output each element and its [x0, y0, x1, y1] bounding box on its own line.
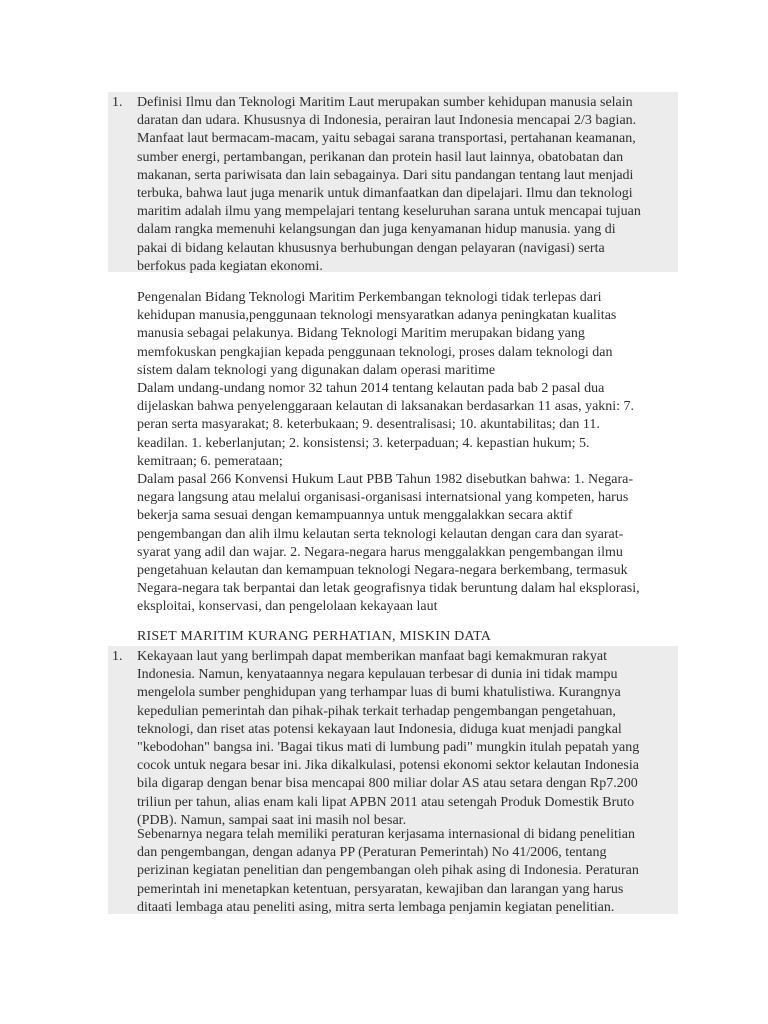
paragraph-maritime-technology: Pengenalan Bidang Teknologi Maritim Perkembangan teknologi tidak terlepas dari kehidupan manusia,penggunaan teknologi mensyaratkan adanya peningkatan kualitas manusia sebagai pelakunya. Bidang Teknologi Maritim merupakan bidang yang memfokuskan pengkajian kepada penggunaan teknologi, proses dalam teknologi dan sistem dalam teknologi yang digunakan dalam operasi maritime Dalam undang-undang nomor 32 tahun 2014 tentang kelautan pada bab 2 pasal dua dijelaskan bahwa penyelenggaraan kelautan di laksanakan berdasarkan 11 asas, yakni: 7. peran serta masyarakat; 8. keterbukaan; 9. desentralisasi; 10. akuntabilitas; dan 11. keadilan. 1. keberlanjutan; 2. konsistensi; 3. keterpaduan; 4. kepastian hukum; 5. kemitraan; 6. pemerataan; Dalam pasal 266 Konvensi Hukum Laut PBB Tahun 1982 disebutkan bahwa: 1. Negara- negara langsung atau melalui organisasi-organisasi internatsional yang kompeten, harus bekerja sama sesuai dengan kemampuannya untuk menggalakkan secara aktif pengembangan dan alih ilmu kelautan serta teknologi kelautan dengan cara dan syarat- syarat yang adil dan wajar. 2. Negara-negara harus menggalakkan pengembangan ilmu pengetahuan kelautan dan kemampuan teknologi Negara-negara berkembang, termasuk Negara-negara tak berpantai dan letak geografisnya tidak beruntung dalam hal eksplorasi, eksploitai, konservasi, dan pengelolaan kekayaan laut — [137, 290, 640, 615]
section-heading: RISET MARITIM KURANG PERHATIAN, MISKIN DATA — [137, 629, 492, 644]
paragraph-research-regulation: Sebenarnya negara telah memiliki peraturan kerjasama internasional di bidang penelitian dan pengembangan, dengan adanya PP (Peraturan Pemerintah) No 41/2006, tentang perizinan kegiatan penelitian dan pengembangan oleh pihak asing di Indonesia. Peraturan pemerintah ini menetapkan ketentuan, persyaratan, kewajiban dan larangan yang harus ditaati lembaga atau peneliti asing, mitra serta lembaga penjamin kegiatan penelitian. — [137, 827, 639, 915]
paragraph-maritime-definition: Definisi Ilmu dan Teknologi Maritim Laut merupakan sumber kehidupan manusia selain daratan dan udara. Khususnya di Indonesia, perairan laut Indonesia mencapai 2/3 bagian. Manfaat laut bermacam-macam, yaitu sebagai sarana transportasi, pertahanan keamanan, sumber energi, pertambangan, perikanan dan protein hasil laut lainnya, obatobatan dan makanan, serta pariwisata dan lain sebagainya. Dari situ pandangan tentang laut menjadi terbuka, bahwa laut juga menarik untuk dimanfaatkan dan dipelajari. Ilmu dan teknologi maritim adalah ilmu yang mempelajari tentang keseluruhan sarana untuk mencapai tujuan dalam rangka memenuhi kelangsungan dan juga kenyamanan hidup manusia. yang di pakai di bidang kelautan khususnya berhubungan dengan pelayaran (navigasi) serta berfokus pada kegiatan ekonomi. — [137, 95, 641, 274]
paragraph-marine-wealth: Kekayaan laut yang berlimpah dapat memberikan manfaat bagi kemakmuran rakyat Indonesia. Namun, kenyataannya negara kepulauan terbesar di dunia ini tidak mampu mengelola sumber penghidupan yang terhampar luas di bumi khatulistiwa. Kurangnya kepedulian pemerintah dan pihak-pihak terkait terhadap pengembangan pengetahuan, teknologi, dan riset atas potensi kekayaan laut Indonesia, diduga kuat menjadi pangkal "kebodohan" bangsa ini. 'Bagai tikus mati di lumbung padi" mungkin itulah pepatah yang cocok untuk negara besar ini. Jika dikalkulasi, potensi ekonomi sektor kelautan Indonesia bila digarap dengan benar bisa mencapai 800 miliar dolar AS atau setara dengan Rp7.200 triliun per tahun, alias enam kali lipat APBN 2011 atau setengah Produk Domestik Bruto (PDB). Namun, sampai saat ini masih nol besar. — [137, 649, 640, 828]
list-number-1: 1. — [112, 95, 123, 110]
list-number-2: 1. — [112, 649, 123, 664]
